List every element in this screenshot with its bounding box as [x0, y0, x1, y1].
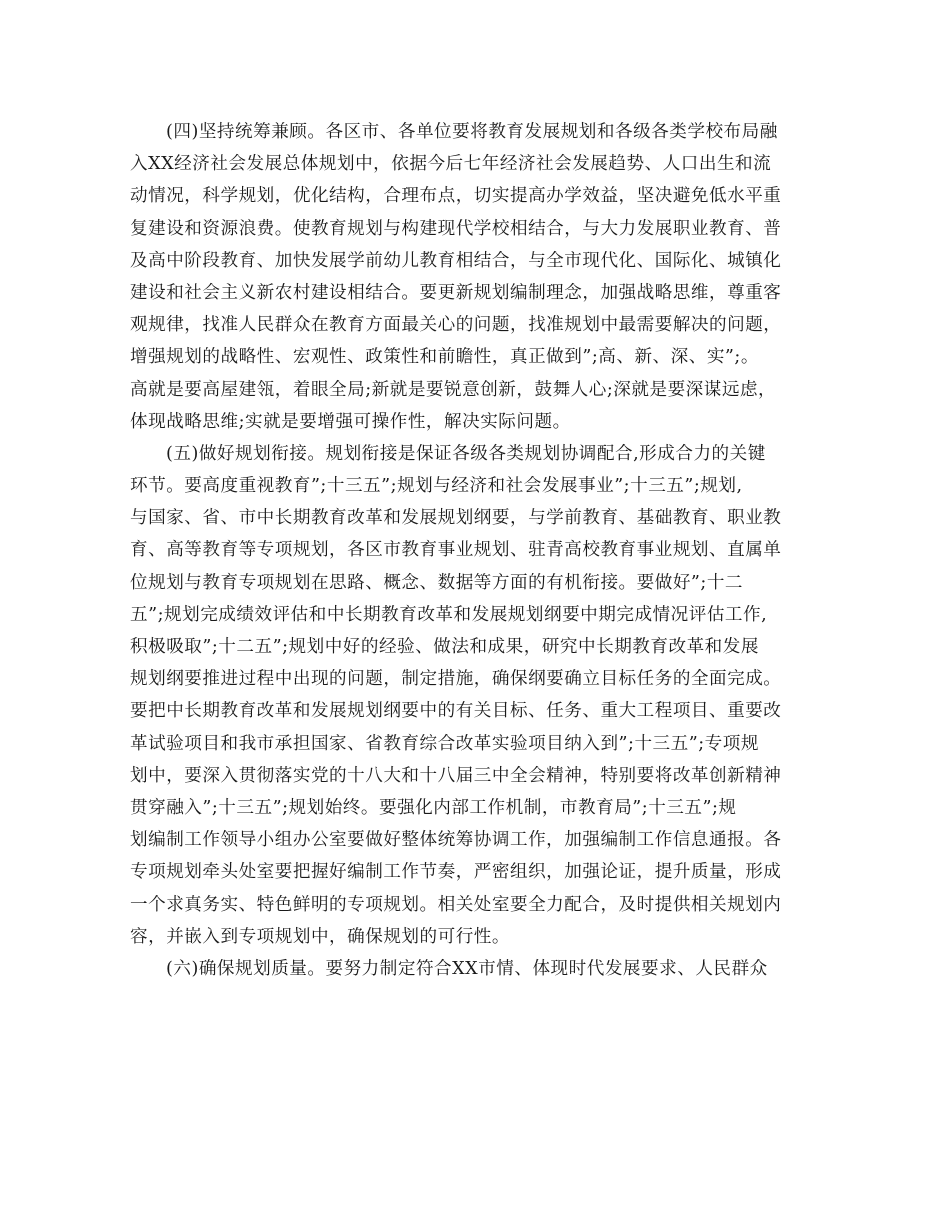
text-line: 划编制工作领导小组办公室要做好整体统筹协调工作，加强编制工作信息通报。各: [130, 830, 782, 851]
text-line: 动情况，科学规划，优化结构，合理布点，切实提高办学效益，坚决避免低水平重: [130, 186, 782, 207]
text-line: 复建设和资源浪费。使教育规划与构建现代学校相结合，与大力发展职业教育、普: [130, 218, 782, 239]
text-line: 革试验项目和我市承担国家、省教育综合改革实验项目纳入到”;十三五”;专项规: [130, 733, 759, 754]
text-line: 一个求真务实、特色鲜明的专项规划。相关处室要全力配合，及时提供相关规划内: [130, 894, 782, 915]
text-line: 环节。要高度重视教育”;十三五”;规划与经济和社会发展事业”;十三五”;规划,: [130, 476, 743, 497]
body-text: [130, 116, 830, 985]
text-line: 入XX经济社会发展总体规划中，依据今后七年经济社会发展趋势、人口出生和流: [130, 154, 772, 175]
text-line: 五”;规划完成绩效评估和中长期教育改革和发展规划纲要中期完成情况评估工作,: [130, 604, 768, 625]
text-line: 专项规划牵头处室要把握好编制工作节奏，严密组织，加强论证，提升质量，形成: [130, 862, 782, 883]
text-line: 要把中长期教育改革和发展规划纲要中的有关目标、任务、重大工程项目、重要改: [130, 701, 782, 722]
text-line: 位规划与教育专项规划在思路、概念、数据等方面的有机衔接。要做好”;十二: [130, 572, 744, 593]
text-line: 建设和社会主义新农村建设相结合。要更新规划编制理念，加强战略思维，尊重客: [130, 282, 782, 303]
text-line: 划中，要深入贯彻落实党的十八大和十八届三中全会精神，特别要将改革创新精神: [130, 765, 782, 786]
text-line: 贯穿融入”;十三五”;规划始终。要强化内部工作机制，市教育局”;十三五”;规: [130, 797, 737, 818]
paragraph-first-line: (六)确保规划质量。要努力制定符合XX市情、体现时代发展要求、人民群众: [166, 958, 768, 979]
text-line: 与国家、省、市中长期教育改革和发展规划纲要，与学前教育、基础教育、职业教: [130, 508, 782, 529]
text-line: 及高中阶段教育、加快发展学前幼儿教育相结合，与全市现代化、国际化、城镇化: [130, 250, 782, 271]
text-line: 规划纲要推进过程中出现的问题，制定措施，确保纲要确立目标任务的全面完成。: [130, 669, 782, 690]
paragraph-first-line: (四)坚持统筹兼顾。各区市、各单位要将教育发展规划和各级各类学校布局融: [166, 122, 778, 142]
text-line: 育、高等教育等专项规划，各区市教育事业规划、驻青高校教育事业规划、直属单: [130, 540, 782, 561]
text-line: 增强规划的战略性、宏观性、政策性和前瞻性，真正做到”;高、新、深、实”;。: [130, 347, 759, 368]
text-line: 高就是要高屋建瓴，着眼全局;新就是要锐意创新，鼓舞人心;深就是要深谋远虑，: [130, 379, 777, 400]
text-line: 体现战略思维;实就是要增强可操作性，解决实际问题。: [130, 411, 571, 432]
text-line: 积极吸取”;十二五”;规划中好的经验、做法和成果，研究中长期教育改革和发展: [130, 637, 759, 657]
text-line: 容，并嵌入到专项规划中，确保规划的可行性。: [130, 926, 510, 947]
paragraph-first-line: (五)做好规划衔接。规划衔接是保证各级各类规划协调配合,形成合力的关键: [166, 443, 766, 464]
text-line: 观规律，找准人民群众在教育方面最关心的问题，找准规划中最需要解决的问题，: [130, 315, 782, 336]
